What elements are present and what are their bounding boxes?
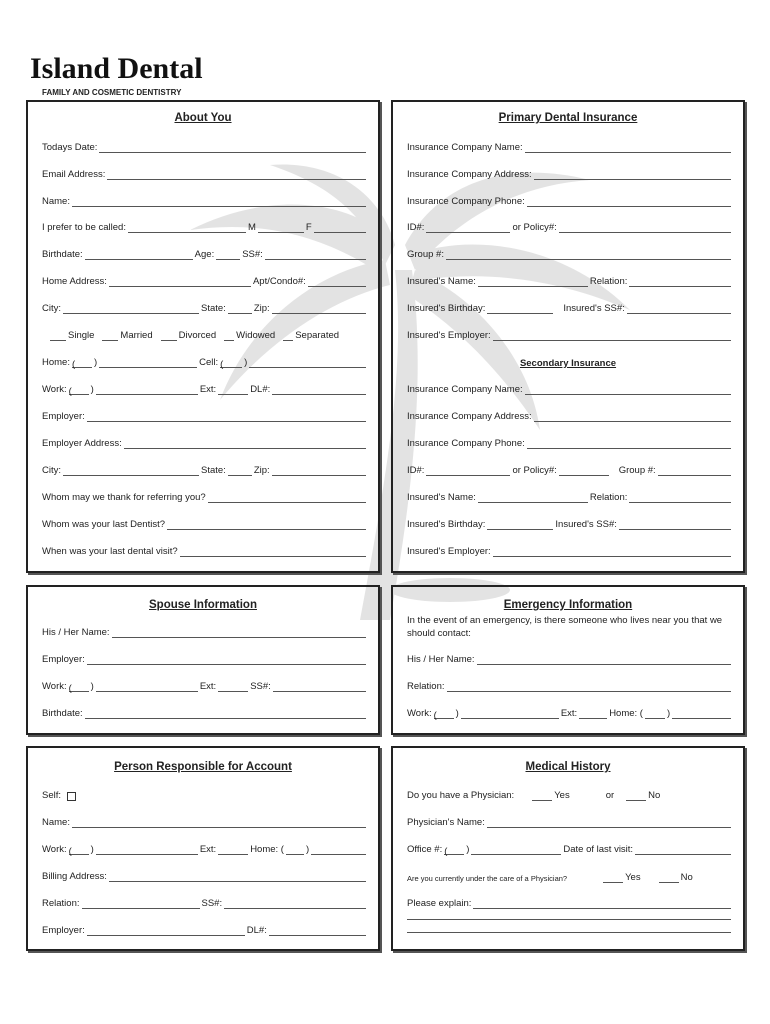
- primary-address-field[interactable]: [407, 169, 731, 180]
- spouse-birthdate-field[interactable]: [42, 708, 366, 719]
- label: Yes: [554, 790, 570, 801]
- label: Home Address:: [42, 276, 107, 287]
- label: Insurance Company Name:: [407, 384, 523, 395]
- label: Relation:: [589, 492, 628, 503]
- primary-insured-birthday-field[interactable]: [407, 303, 731, 314]
- label: Insurance Company Name:: [407, 142, 523, 153]
- label: State:: [201, 465, 226, 476]
- responsible-section: [26, 746, 380, 951]
- office-phone-field[interactable]: Office #: ( ) Date of last visit:: [407, 844, 731, 855]
- todays-date-field[interactable]: [42, 142, 366, 153]
- preferred-name-field[interactable]: [42, 222, 366, 233]
- label: Are you currently under the care of a Physician?: [407, 874, 568, 883]
- referral-field[interactable]: [42, 492, 366, 503]
- label: Yes: [625, 872, 641, 883]
- label: Do you have a Physician:: [407, 790, 515, 801]
- explain-field[interactable]: [407, 898, 731, 909]
- label: Birthdate:: [42, 249, 83, 260]
- label: SS#:: [201, 898, 223, 909]
- label: Ext:: [560, 708, 578, 719]
- emergency-name-field[interactable]: [407, 654, 731, 665]
- label: Office #:: [407, 844, 443, 855]
- label: Relation:: [407, 681, 445, 692]
- label: or: [605, 790, 615, 801]
- label: No: [648, 790, 661, 801]
- label: Please explain:: [407, 898, 472, 909]
- label: SS#:: [250, 681, 271, 692]
- label: Whom was your last Dentist?: [42, 519, 166, 530]
- label: Insured's Name:: [407, 276, 476, 287]
- primary-group-field[interactable]: [407, 249, 731, 260]
- emergency-title: Emergency Information: [503, 599, 633, 611]
- label: DL#:: [246, 925, 267, 936]
- label: Date of last visit:: [563, 844, 634, 855]
- label: Relation:: [589, 276, 628, 287]
- brand-tagline: FAMILY AND COSMETIC DENTISTRY: [42, 88, 182, 97]
- label: His / Her Name:: [42, 627, 110, 638]
- self-checkbox[interactable]: [67, 792, 76, 801]
- label: Widowed: [236, 330, 276, 341]
- primary-insurance-section: [391, 100, 745, 573]
- secondary-insured-name-field[interactable]: [407, 492, 731, 503]
- label: No: [680, 872, 693, 883]
- label: Divorced: [178, 330, 217, 341]
- employer-address-field[interactable]: [42, 438, 366, 449]
- secondary-insured-birthday-field[interactable]: [407, 519, 731, 530]
- explain-line-2[interactable]: [407, 911, 731, 920]
- label: Home:: [609, 708, 638, 719]
- about-you-section: [26, 100, 380, 573]
- about-you-title: About You: [174, 112, 232, 124]
- responsible-employer-field[interactable]: [42, 925, 366, 936]
- label: Insured's Employer:: [407, 546, 491, 557]
- responsible-relation-field[interactable]: [42, 898, 366, 909]
- label: Ext:: [199, 844, 217, 855]
- label: Married: [120, 330, 153, 341]
- label: When was your last dental visit?: [42, 546, 178, 557]
- label: City:: [42, 303, 61, 314]
- primary-company-field[interactable]: [407, 142, 731, 153]
- label: Whom may we thank for referring you?: [42, 492, 206, 503]
- explain-line-3[interactable]: [407, 924, 731, 933]
- label: Name:: [42, 196, 70, 207]
- medical-history-section: [391, 746, 745, 951]
- label: Apt/Condo#:: [252, 276, 306, 287]
- physician-name-field[interactable]: [407, 817, 731, 828]
- responsible-phone-field[interactable]: Work: ( ) Ext: Home: ( ): [42, 844, 366, 855]
- primary-insured-employer-field[interactable]: [407, 330, 731, 341]
- responsible-title: Person Responsible for Account: [114, 761, 292, 773]
- label: Cell:: [199, 357, 219, 368]
- employer-city-field[interactable]: [42, 465, 366, 476]
- label: Work:: [42, 681, 67, 692]
- emergency-relation-field[interactable]: [407, 681, 731, 692]
- label: Insured's SS#:: [555, 519, 617, 530]
- physician-care-field[interactable]: [407, 872, 731, 883]
- home-address-field[interactable]: [42, 276, 366, 287]
- secondary-address-field[interactable]: [407, 411, 731, 422]
- primary-id-field[interactable]: [407, 222, 731, 233]
- label: Name:: [42, 817, 70, 828]
- last-dentist-field[interactable]: [42, 519, 366, 530]
- label: Work:: [42, 844, 67, 855]
- secondary-id-field[interactable]: [407, 465, 731, 476]
- label: Employer:: [42, 654, 85, 665]
- label: Billing Address:: [42, 871, 107, 882]
- spouse-title: Spouse Information: [149, 599, 257, 611]
- label: I prefer to be called:: [42, 222, 126, 233]
- email-field[interactable]: [42, 169, 366, 180]
- label: Self:: [42, 790, 62, 801]
- label: Age:: [194, 249, 215, 260]
- secondary-insurance-title: Secondary Insurance: [519, 358, 617, 369]
- label: Single: [68, 330, 95, 341]
- label: Insured's Birthday:: [407, 303, 486, 314]
- label: Insurance Company Phone:: [407, 438, 525, 449]
- last-visit-field[interactable]: [42, 546, 366, 557]
- medical-history-title: Medical History: [525, 761, 611, 773]
- label: Home:: [250, 844, 279, 855]
- label: His / Her Name:: [407, 654, 475, 665]
- secondary-company-field[interactable]: [407, 384, 731, 395]
- primary-insurance-title: Primary Dental Insurance: [498, 112, 638, 124]
- label: Employer Address:: [42, 438, 122, 449]
- label: Birthdate:: [42, 708, 83, 719]
- label: Zip:: [253, 303, 270, 314]
- label: Physician's Name:: [407, 817, 485, 828]
- label: Ext:: [199, 384, 217, 395]
- label: Insured's Birthday:: [407, 519, 486, 530]
- secondary-insured-employer-field[interactable]: [407, 546, 731, 557]
- work-phone-field[interactable]: Work: ( ) Ext: DL#:: [42, 384, 366, 395]
- label: M: [247, 222, 256, 233]
- secondary-phone-field[interactable]: [407, 438, 731, 449]
- label: Insured's Name:: [407, 492, 476, 503]
- label: City:: [42, 465, 61, 476]
- label: Ext:: [199, 681, 217, 692]
- label: Group #:: [618, 465, 656, 476]
- primary-insured-name-field[interactable]: [407, 276, 731, 287]
- label: Email Address:: [42, 169, 106, 180]
- label: Employer:: [42, 925, 85, 936]
- name-field[interactable]: [42, 196, 366, 207]
- brand-name: Island Dental: [30, 52, 203, 85]
- label: Insured's Employer:: [407, 330, 491, 341]
- label: SS#:: [242, 249, 263, 260]
- label: Home:: [42, 357, 70, 368]
- self-checkbox-field[interactable]: [42, 790, 366, 801]
- label: DL#:: [250, 384, 271, 395]
- label: Separated: [295, 330, 340, 341]
- label: Relation:: [42, 898, 80, 909]
- primary-phone-field[interactable]: [407, 196, 731, 207]
- label: Work:: [42, 384, 67, 395]
- spouse-section: [26, 585, 380, 735]
- label: or Policy#:: [512, 465, 557, 476]
- spouse-employer-field[interactable]: [42, 654, 366, 665]
- label: Insurance Company Address:: [407, 169, 532, 180]
- label: Work:: [407, 708, 432, 719]
- label: Todays Date:: [42, 142, 98, 153]
- label: or Policy#:: [512, 222, 557, 233]
- label: ID#:: [407, 465, 425, 476]
- physician-question-field[interactable]: [407, 790, 731, 801]
- emergency-section: [391, 585, 745, 735]
- label: Insured's SS#:: [563, 303, 625, 314]
- label: F: [305, 222, 312, 233]
- emergency-note: In the event of an emergency, is there someone who lives near you that we should contact:: [407, 615, 723, 639]
- marital-status-field[interactable]: [48, 330, 366, 341]
- label: State:: [201, 303, 226, 314]
- responsible-name-field[interactable]: [42, 817, 366, 828]
- label: Employer:: [42, 411, 85, 422]
- emergency-phone-field[interactable]: Work: ( ) Ext: Home: ( ): [407, 708, 731, 719]
- label: ID#:: [407, 222, 425, 233]
- label: Insurance Company Phone:: [407, 196, 525, 207]
- spouse-work-field[interactable]: Work: ( ) Ext: SS#:: [42, 681, 366, 692]
- home-cell-phone-field[interactable]: Home: ( ) Cell: ( ): [42, 357, 366, 368]
- label: Insurance Company Address:: [407, 411, 532, 422]
- birthdate-field[interactable]: [42, 249, 366, 260]
- label: Group #:: [407, 249, 444, 260]
- city-field[interactable]: [42, 303, 366, 314]
- employer-field[interactable]: [42, 411, 366, 422]
- billing-address-field[interactable]: [42, 871, 366, 882]
- label: Zip:: [253, 465, 270, 476]
- spouse-name-field[interactable]: [42, 627, 366, 638]
